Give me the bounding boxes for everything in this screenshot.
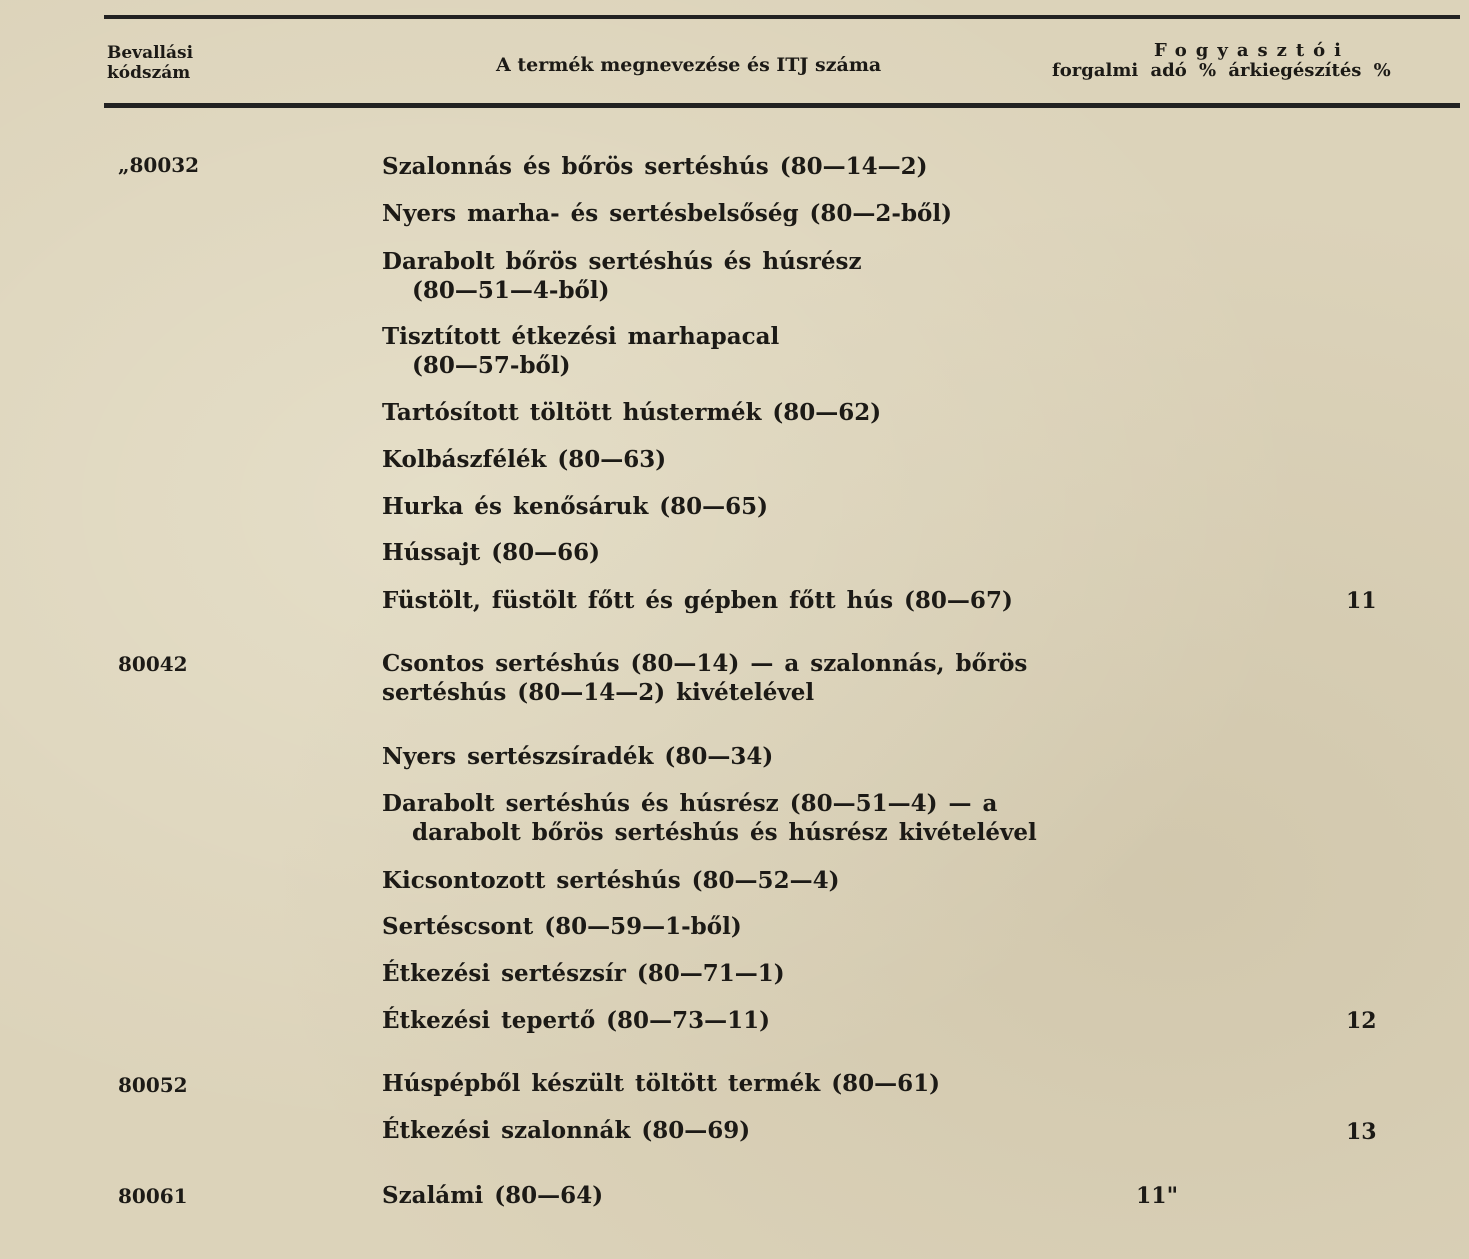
group-code: 80061 xyxy=(118,1184,188,1208)
item-line1: Hurka és kenősáruk (80—65) xyxy=(382,493,769,520)
item-line1: Sertéscsont (80—59—1-ből) xyxy=(382,913,742,940)
item-line2: sertéshús (80—14—2) kivételével xyxy=(382,679,815,706)
group-code: 80052 xyxy=(118,1073,188,1097)
item-line1: Étkezési sertészsír (80—71—1) xyxy=(382,960,785,987)
list-item xyxy=(382,586,1013,615)
item-line1: Húspépből készült töltött termék (80—61) xyxy=(382,1070,941,1097)
item-line1: Darabolt bőrös sertéshús és húsrész xyxy=(382,248,862,275)
item-line1: Szalámi (80—64) xyxy=(382,1182,604,1209)
group-code: „80032 xyxy=(118,153,200,177)
list-item xyxy=(382,866,839,895)
list-item xyxy=(382,538,600,567)
item-line1: Nyers marha- és sertésbelsőség (80—2-ből) xyxy=(382,200,953,227)
forgalmi-ado-value: 11" xyxy=(1136,1183,1179,1209)
item-line1: Étkezési tepertő (80—73—11) xyxy=(382,1007,770,1034)
group-code: 80042 xyxy=(118,652,188,676)
arkiegeszites-value: 11 xyxy=(1346,588,1377,614)
item-line2: (80—57-ből) xyxy=(412,352,571,379)
list-item xyxy=(382,742,773,771)
list-item xyxy=(382,1069,940,1098)
item-line1: Füstölt, füstölt főtt és gépben főtt hús (80—67) xyxy=(382,587,1013,614)
item-line1: Szalonnás és bőrös sertéshús (80—14—2) xyxy=(382,153,928,180)
list-item xyxy=(382,649,1027,707)
item-line2: (80—51—4-ből) xyxy=(412,277,610,304)
item-line1: Darabolt sertéshús és húsrész (80—51—4) — a xyxy=(382,790,998,817)
item-line1: Tisztított étkezési marhapacal xyxy=(382,323,780,350)
item-line2: darabolt bőrös sertéshús és húsrész kivételével xyxy=(412,819,1037,846)
item-line1: Nyers sertészsíradék (80—34) xyxy=(382,743,774,770)
list-item xyxy=(382,492,768,521)
header-tax-subtitle: forgalmi adó % árkiegészítés % xyxy=(1052,60,1391,81)
list-item xyxy=(382,912,742,941)
list-item xyxy=(382,1116,750,1145)
list-item xyxy=(382,445,666,474)
header-code-column xyxy=(107,43,193,83)
list-item xyxy=(382,152,927,181)
list-item xyxy=(382,959,785,988)
list-item xyxy=(382,322,779,380)
list-item xyxy=(382,199,952,228)
header-code-line2: kódszám xyxy=(107,63,191,83)
header-tax-title: Fogyasztói xyxy=(1153,40,1351,61)
list-item xyxy=(382,1181,603,1210)
item-line1: Csontos sertéshús (80—14) — a szalonnás, bőrös xyxy=(382,650,1028,677)
item-line1: Étkezési szalonnák (80—69) xyxy=(382,1117,751,1144)
list-item xyxy=(382,398,881,427)
item-line1: Hússajt (80—66) xyxy=(382,539,600,566)
header-code-line1: Bevallási xyxy=(107,43,194,63)
item-line1: Kolbászfélék (80—63) xyxy=(382,446,667,473)
list-item xyxy=(382,789,1037,847)
arkiegeszites-value: 12 xyxy=(1346,1008,1377,1034)
item-line1: Kicsontozott sertéshús (80—52—4) xyxy=(382,867,840,894)
header-rule xyxy=(104,103,1460,108)
item-line1: Tartósított töltött hústermék (80—62) xyxy=(382,399,882,426)
header-name-column: A termék megnevezése és ITJ száma xyxy=(496,54,882,76)
header-tax-column xyxy=(1052,41,1452,81)
list-item xyxy=(382,247,862,305)
top-rule xyxy=(104,15,1460,19)
arkiegeszites-value: 13 xyxy=(1346,1119,1377,1145)
list-item xyxy=(382,1006,770,1035)
